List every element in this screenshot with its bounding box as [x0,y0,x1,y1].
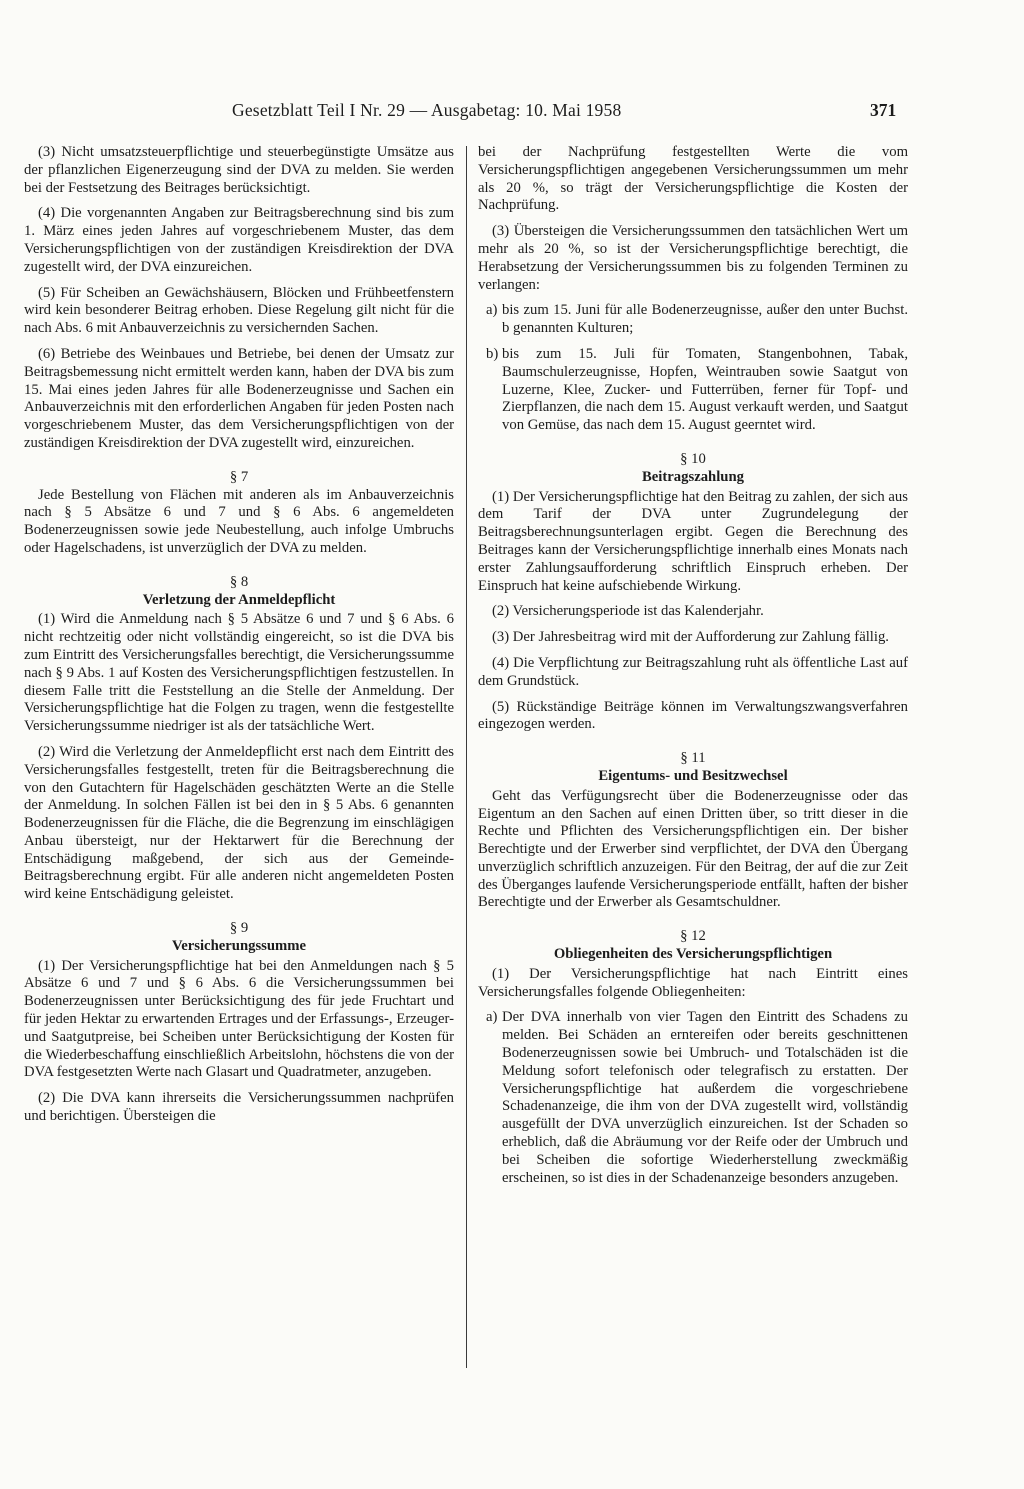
s6-paragraph-3: (3) Nicht umsatzsteuerpflichtige und steuerbegünstigte Umsätze aus der pflanzlichen Eigenerzeugung sind der DVA zu melden. Sie werden bei der Festsetzung des Beitrages berücksichtigt. [24,144,454,196]
left-column [24,144,454,1134]
page-number: 371 [870,100,897,120]
section-10-paragraph-1: (1) Der Versicherungspflichtige hat den Beitrag zu zahlen, der sich aus dem Tarif der DVA unter Zugrundelegung der Beitragsberechnungsunterlagen ergibt. Gegen die Berechnung des Beitrages kann der Versicherungspflichtige innerhalb eines Monats nach erster Zahlungsaufforderung schriftlich Einspruch erheben. Der Einspruch hat keine aufschiebende Wirkung. [478,488,908,594]
section-8-paragraph-1: (1) Wird die Anmeldung nach § 5 Absätze 6 und 7 und § 6 Abs. 6 nicht rechtzeitig oder nicht vollständig eingereicht, so ist die DVA bis zum Eintritt des Versicherungsfalles berechtigt, die Versicherungssumme nach § 9 Abs. 1 auf Kosten des Versicherungspflichtigen festzustellen. In diesem Falle tritt die Feststellung an die Stelle der Anmeldung. Der Versicherungspflichtige hat die Folgen zu tragen, wenn die festgestellte Versicherungssumme niedriger ist als der tatsächliche Wert. [24,611,454,735]
section-10-paragraph-3: (3) Der Jahresbeitrag wird mit der Aufforderung zur Zahlung fällig. [492,629,889,646]
item-label: b) [486,345,499,362]
section-10-paragraph-4: (4) Die Verpflichtung zur Beitragszahlung ruht als öffentliche Last auf dem Grundstück. [478,654,908,689]
header-title: Gesetzblatt Teil I Nr. 29 — Ausgabetag: 10. Mai 1958 [232,100,622,120]
section-12-title: Obliegenheiten des Versicherungspflichtigen [553,946,833,963]
section-12-item-a [478,1009,908,1187]
section-9-paragraph-1: (1) Der Versicherungspflichtige hat bei den Anmeldungen nach § 5 Absätze 6 und 7 und § 6 Abs. 6 die Versicherungssummen bei Bodenerzeugnissen unter Berücksichtigung des für jede Fruchtart und für jeden Hektar zu erwartenden Ertrages und der Erfassungs-, Erzeuger- und Saatgutpreise, bei Scheiben unter Berücksichtigung der Kosten für die Wiederbeschaffung einschließlich Arbeitslohn, höchstens die von der DVA festgesetzten Werte nach Glasart und Quadratmeter, anzugeben. [24,957,454,1081]
section-10-number: § 10 [680,450,706,467]
s6-paragraph-5: (5) Für Scheiben an Gewächshäusern, Blöcken und Frühbeetfenstern wird kein besonderer Beitrag erhoben. Diese Regelung gilt nicht für die nach Abs. 6 mit Anbauverzeichnis zu versichernden Sachen. [24,284,454,337]
section-9-paragraph-2: (2) Die DVA kann ihrerseits die Versicherungssummen nachprüfen und berichtigen. Übersteigen die [24,1090,454,1125]
section-9-item-b [478,346,908,435]
section-10-title: Beitragszahlung [641,468,744,485]
section-11-paragraph: Geht das Verfügungsrecht über die Bodenerzeugnisse oder das Eigentum an den Sachen auf einen Dritten über, so tritt dieser in die Rechte und Pflichten des Versicherungspflichtigen ein. Der bisher Berechtigte und der Erwerber sind verpflichtet, der DVA den Übergang unverzüglich schriftlich anzuzeigen. Für den Beitrag, der auf die zur Zeit des Überganges laufende Versicherungsperiode entfällt, haften der bisher Berechtigte und der Erwerber als Gesamtschuldner. [478,787,908,911]
section-8-paragraph-2: (2) Wird die Verletzung der Anmeldepflicht erst nach dem Eintritt des Versicherungsfalles festgestellt, treten für die Beitragsberechnung die von den Gutachtern für Hagelschäden geschätzten Werte an die Stelle der Anmeldung. In solchen Fällen ist bei den in § 5 Abs. 6 genannten Bodenerzeugnissen für die Fläche, die die Begrenzung im einschlägigen Anbau übersteigt, nur der Hektarwert für die Berechnung der Entschädigung maßgebend, der sich aus der Gemeinde-Beitragsberechnung ergibt. Für alle anderen nicht angemeldeten Posten wird keine Entschädigung geleistet. [24,743,454,903]
right-column [478,144,908,1195]
s6-paragraph-4: (4) Die vorgenannten Angaben zur Beitragsberechnung sind bis zum 1. März eines jeden Jahres auf vorgeschriebenem Muster, das dem Versicherungspflichtigen von der zuständigen Kreisdirektion der DVA zugestellt wird, der DVA einzureichen. [24,205,454,275]
column-divider [466,146,467,1368]
section-10-paragraph-2: (2) Versicherungsperiode ist das Kalenderjahr. [492,603,764,620]
section-9-item-a [478,302,908,338]
section-7-paragraph: Jede Bestellung von Flächen mit anderen als im Anbauverzeichnis nach § 5 Absätze 6 und 7 und § 6 Abs. 6 angemeldeten Bodenerzeugnissen sowie jede Neubestellung, auch infolge Umbruchs oder Hagelschadens, ist unverzüglich der DVA zu melden. [24,486,454,556]
page-header [0,100,1024,130]
item-text: bis zum 15. Juni für alle Bodenerzeugnisse, außer den unter Buchst. b genannten Kulturen; [502,302,908,337]
section-9-number: § 9 [229,920,249,937]
section-10-paragraph-5: (5) Rückständige Beiträge können im Verwaltungszwangsverfahren eingezogen werden. [478,698,908,733]
section-8-number: § 8 [229,573,249,590]
section-11-title: Eigentums- und Besitzwechsel [598,767,788,784]
item-text: bis zum 15. Juli für Tomaten, Stangenbohnen, Tabak, Baumschulerzeugnisse, Hopfen, Weintrauben sowie Saatgut von Luzerne, Klee, Zucker- und Futterrüben, ferner für Topf- und Zierpflanzen, die nach dem 15. August verkauft werden, und Saatgut von Gemüse, das nach dem 15. August geerntet wird. [502,345,908,434]
section-8-title: Verletzung der Anmeldepflicht [142,591,336,608]
section-9-paragraph-3: (3) Übersteigen die Versicherungssummen den tatsächlichen Wert um mehr als 20 %, so ist der Versicherungspflichtige berechtigt, die Herabsetzung der Versicherungssummen bis zu folgenden Terminen zu verlangen: [478,223,908,293]
section-9-paragraph-2-continued: bei der Nachprüfung festgestellten Werte die vom Versicherungspflichtigen angegebenen Versicherungssummen um mehr als 20 %, so trägt der Versicherungspflichtige die Kosten der Nachprüfung. [478,144,908,214]
s6-paragraph-6: (6) Betriebe des Weinbaues und Betriebe, bei denen der Umsatz zur Beitragsbemessung nicht ermittelt werden kann, haben der DVA bis zum 15. Mai eines jeden Jahres für alle Bodenerzeugnisse und Sachen ein Anbauverzeichnis mit den erforderlichen Angaben für jeden Posten nach vorgeschriebenem Muster, das dem Versicherungspflichtigen von der zuständigen Kreisdirektion der DVA zugestellt wird, einzureichen. [24,345,454,451]
item-label: a) [486,1009,498,1026]
section-7-number: § 7 [229,468,249,485]
section-12-paragraph-1: (1) Der Versicherungspflichtige hat nach Eintritt eines Versicherungsfalles folgende Obliegenheiten: [478,965,908,1000]
section-11-number: § 11 [680,750,706,767]
item-label: a) [486,302,498,319]
section-12-number: § 12 [680,928,706,945]
item-text: Der DVA innerhalb von vier Tagen den Eintritt des Schadens zu melden. Bei Schäden an erntereifen oder bereits geschnittenen Bodenerzeugnissen sowie bei Umbruch- und Totalschäden ist die Meldung sofort telefonisch oder telegrafisch zu erstatten. Der Versicherungspflichtige hat außerdem die vorgeschriebene Schadenanzeige, die ihm von der DVA zugestellt wird, vollständig ausgefüllt der DVA unverzüglich einzureichen. Ist der Schaden so erheblich, daß die Abräumung vor der Reife oder der Umbruch und bei Scheiben die sofortige Wiederherstellung zweckmäßig erscheinen, so ist dies in der Schadenanzeige besonders anzugeben. [502,1009,908,1186]
section-9-title: Versicherungssumme [171,937,307,954]
